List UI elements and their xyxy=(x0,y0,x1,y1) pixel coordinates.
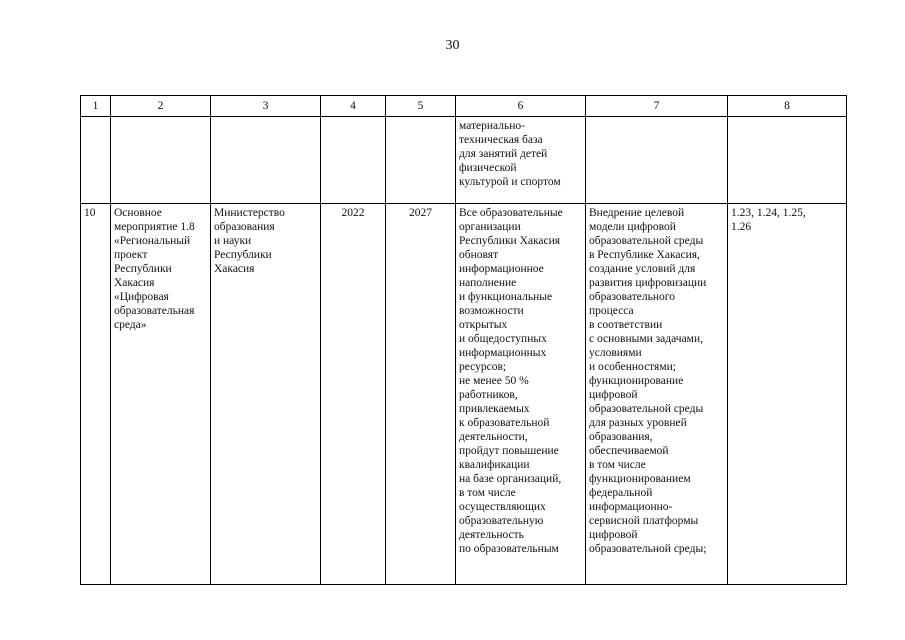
empty-cell xyxy=(586,117,728,204)
empty-cell xyxy=(321,117,386,204)
header-cell-5: 5 xyxy=(386,96,456,117)
continuation-result-cell: материально- техническая база для занятий детей физической культурой и спортом xyxy=(456,117,586,204)
header-cell-2: 2 xyxy=(111,96,211,117)
end-year-cell: 2027 xyxy=(386,204,456,585)
empty-cell xyxy=(386,117,456,204)
header-cell-6: 6 xyxy=(456,96,586,117)
empty-cell xyxy=(728,117,847,204)
empty-cell xyxy=(111,117,211,204)
row-number-cell: 10 xyxy=(81,204,111,585)
expected-result-cell: Все образовательные организации Республики Хакасия обновят информационное наполнение и функциональные возможности открытых и общедоступных информационных ресурсов; не менее 50 % работников, привлекаемых к образовательной деятельности, пройдут повышение квалификации на базе организаций, в том числе осуществляющих образовательную деятельность по образовательным xyxy=(456,204,586,585)
header-cell-4: 4 xyxy=(321,96,386,117)
table-row xyxy=(81,204,847,585)
table-header-row xyxy=(81,96,847,117)
empty-cell xyxy=(81,117,111,204)
start-year-cell: 2022 xyxy=(321,204,386,585)
consequences-cell: Внедрение целевой модели цифровой образовательной среды в Республике Хакасия, создание условий для развития цифровизации образовательного процесса в соответствии с основными задачами, условиями и особенностями; функционирование цифровой образовательной среды для разных уровней образования, обеспечиваемой в том числе функционированием федеральной информационно- сервисной платформы цифровой образовательной среды; xyxy=(586,204,728,585)
page-number: 30 xyxy=(445,38,460,53)
measures-table xyxy=(80,95,847,585)
header-cell-3: 3 xyxy=(211,96,321,117)
executor-cell: Министерство образования и науки Республики Хакасия xyxy=(211,204,321,585)
empty-cell xyxy=(211,117,321,204)
header-cell-7: 7 xyxy=(586,96,728,117)
table-row-continuation xyxy=(81,117,847,204)
indicators-cell: 1.23, 1.24, 1.25, 1.26 xyxy=(728,204,847,585)
header-cell-8: 8 xyxy=(728,96,847,117)
measure-name-cell: Основное мероприятие 1.8 «Региональный проект Республики Хакасия «Цифровая образовательная среда» xyxy=(111,204,211,585)
header-cell-1: 1 xyxy=(81,96,111,117)
